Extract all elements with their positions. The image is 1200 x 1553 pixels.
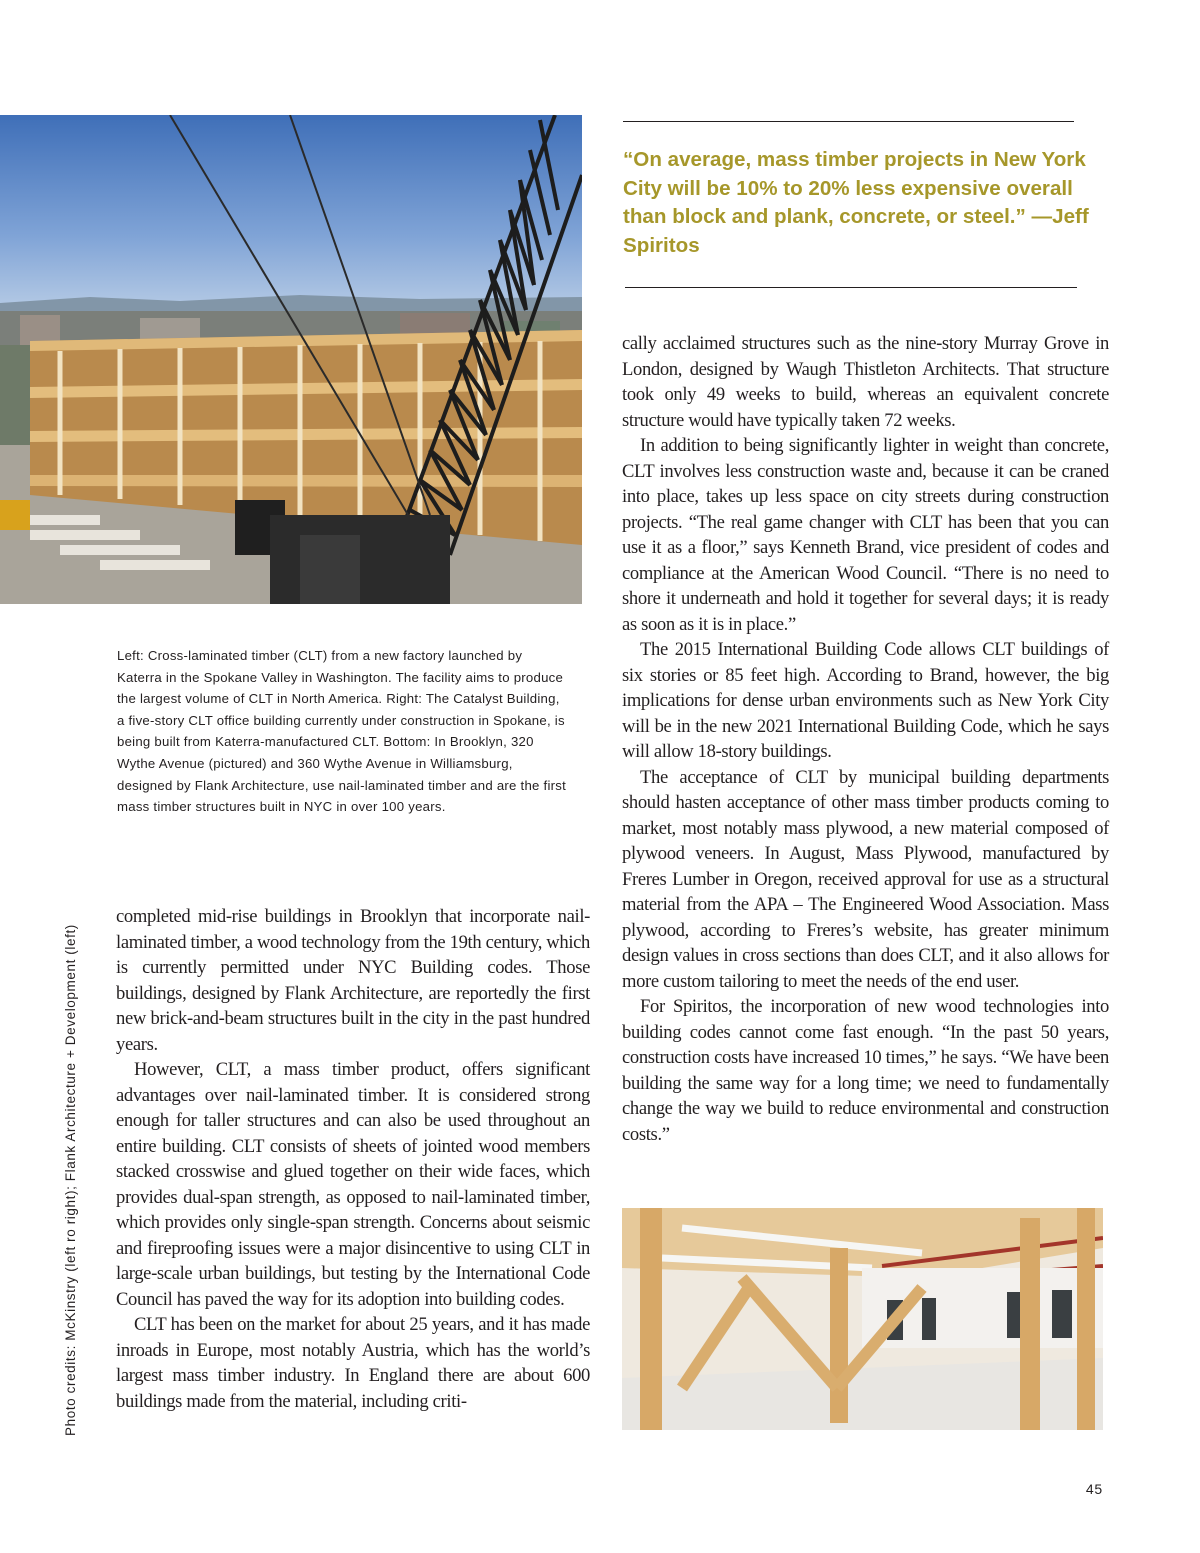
body-paragraph: However, CLT, a mass timber product, offers significant advantages over nail-laminated timber. It is considered strong enough for taller structures and can also be used throughout an entire building. CLT consists of sheets of jointed wood members stacked crosswise and glued together on their wide faces, which provides dual-span strength, as opposed to nail-laminated timber, which provides only single-span strength. Concerns about seismic and fireproofing issues were a major disincentive to using CLT in large-scale urban buildings, but testing by the International Code Council has paved the way for its adoption into building codes. <box>116 1059 590 1310</box>
body-paragraph: For Spiritos, the incorporation of new wood technologies into building codes cannot come fast enough. “In the past 50 years, construction costs have increased 10 times,” he says. “We have been building the same way for a long time; we need to fundamentally change the way we build to reduce environmental and construction costs.” <box>622 996 1109 1145</box>
body-paragraph: The 2015 International Building Code allows CLT buildings of six stories or 85 feet high. According to Brand, however, the big implications for dense urban environments such as New York City will be in the new 2021 International Building Code, which he says will allow 18-story buildings. <box>622 639 1109 762</box>
pull-quote: “On average, mass timber projects in New York City will be 10% to 20% less expensive overall than block and plank, concrete, or steel.” —Jeff Spiritos <box>623 148 1089 257</box>
page-number: 45 <box>1085 1481 1103 1497</box>
body-column-left <box>116 904 590 1414</box>
body-paragraph: cally acclaimed structures such as the nine-story Murray Grove in London, designed by Waugh Thistleton Architects. That structure took only 49 weeks to build, whereas an equivalent concrete structure would have typically taken 72 weeks. <box>622 333 1109 431</box>
pull-quote-bottom-rule <box>625 287 1077 288</box>
office-interior-photo <box>622 1208 1103 1430</box>
body-paragraph: The acceptance of CLT by municipal building departments should hasten acceptance of other mass timber products coming to market, most notably mass plywood, a new material composed of plywood veneers. In August, Mass Plywood, manufactured by Freres Lumber in Oregon, received approval for use as a structural material from the APA – The Engineered Wood Association. Mass plywood, according to Freres’s website, has greater minimum design values in cross sections than does CLT, and it also allows for more custom tailoring to meet the needs of the end user. <box>622 766 1109 992</box>
body-paragraph: completed mid-rise buildings in Brooklyn that incorporate nail-laminated timber, a wood technology from the 19th century, which is currently permitted under NYC Building codes. Those buildings, designed by Flank Architecture, are reportedly the first new brick-and-beam structures built in the city in the past hundred years. <box>116 906 590 1055</box>
body-paragraph: In addition to being significantly lighter in weight than concrete, CLT involves less construction waste and, because it can be craned into place, takes up less space on city streets during construction projects. “The real game changer with CLT has been that you can use it as a floor,” says Kenneth Brand, vice president of codes and compliance at the American Wood Council. “There is no need to shore it underneath and hold it together for several days; it is ready as soon as it is in place.” <box>622 435 1109 635</box>
pull-quote-top-rule <box>623 121 1074 122</box>
body-column-right <box>622 331 1109 1147</box>
construction-photo <box>0 115 582 604</box>
photo-caption: Left: Cross-laminated timber (CLT) from a new factory launched by Katerra in the Spokane Valley in Washington. The facility aims to produce the largest volume of CLT in North America. Right: The Catalyst Building, a five-story CLT office building currently under construction in Spokane, is being built from Katerra-manufactured CLT. Bottom: In Brooklyn, 320 Wythe Avenue (pictured) and 360 Wythe Avenue in Williamsburg, designed by Flank Architecture, use nail-laminated timber and are the first mass timber structures built in NYC in over 100 years. <box>117 648 567 815</box>
body-paragraph: CLT has been on the market for about 25 years, and it has made inroads in Europe, most notably Austria, which has the world’s largest mass timber industry. In England there are about 600 buildings made from the material, including criti- <box>116 1314 590 1412</box>
photo-credit: Photo credits: McKinstry (left ro right); Flank Architecture + Development (left) <box>63 924 78 1436</box>
